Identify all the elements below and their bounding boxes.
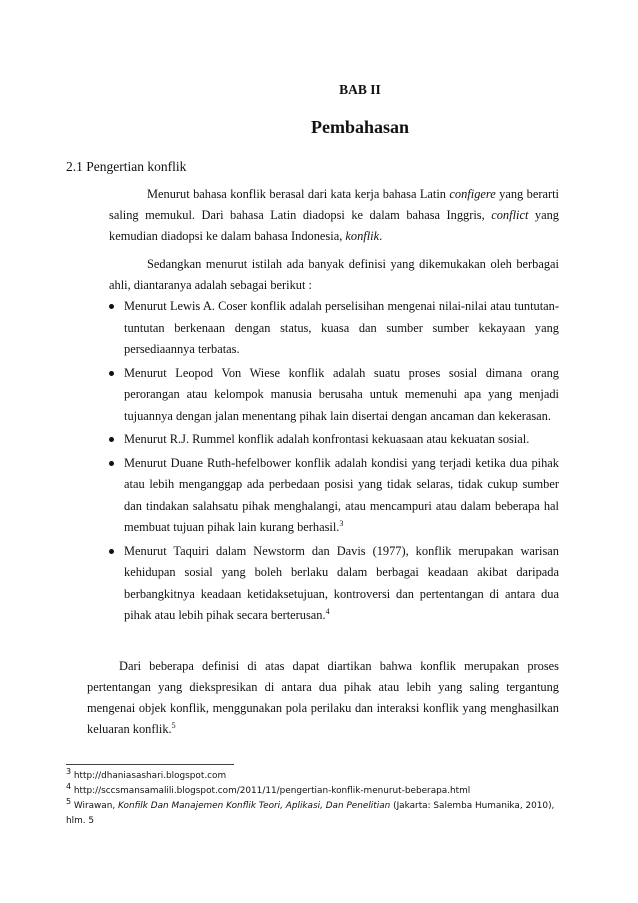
footnote-publisher: (Jakarta: Salemba Humanika, 2010), bbox=[390, 801, 555, 811]
bullet-icon bbox=[109, 549, 114, 554]
footnote-divider bbox=[66, 764, 234, 765]
footnotes bbox=[66, 769, 566, 829]
footnote-number: 3 bbox=[66, 767, 72, 777]
paragraph-definitions-intro: Sedangkan menurut istilah ada banyak definisi yang dikemukakan oleh berbagai ahli, diantaranya adalah sebagai berikut : bbox=[109, 257, 559, 292]
definition-text: Menurut R.J. Rummel konflik adalah konfrontasi kekuasaan atau kekuatan sosial. bbox=[124, 432, 530, 446]
footnote-ref: 3 bbox=[339, 518, 344, 528]
para1-text-1: Menurut bahasa konflik berasal dari kata kerja bahasa Latin bbox=[147, 187, 450, 201]
para1-text-4: . bbox=[379, 229, 383, 243]
term-configere: configere bbox=[449, 187, 496, 201]
definition-list bbox=[109, 296, 559, 629]
list-item bbox=[109, 541, 559, 627]
footnote-link[interactable]: http://dhaniasashari.blogspot.com bbox=[71, 771, 227, 781]
footnote-link[interactable]: http://sccsmansamalili.blogspot.com/2011/11/pengertian-konflik-menurut-beberapa.html bbox=[71, 786, 471, 796]
definition-text: Menurut Leopod Von Wiese konflik adalah suatu proses sosial dimana orang perorangan atau kelompok manusia berusaha untuk memenuhi apa yang menjadi tujuannya dengan jalan menentang pihak lain disertai dengan ancaman dan kekerasan. bbox=[124, 365, 559, 423]
definition-text: Menurut Duane Ruth-hefelbower konflik adalah kondisi yang terjadi ketika dua pihak atau lebih menganggap ada perbedaan posisi yang tidak selaras, tidak cukup sumber dan tindakan salahsatu pihak menghalangi, atau mencampuri atau dalam beberapa hal membuat tujuan pihak lain kurang berhasil. bbox=[124, 455, 559, 534]
list-item bbox=[109, 429, 559, 451]
footnote-book-title: Konfilk Dan Manajemen Konflik Teori, Aplikasi, Dan Penelitian bbox=[118, 801, 391, 811]
list-item bbox=[109, 363, 559, 428]
bullet-icon bbox=[109, 304, 114, 309]
footnote-number: 4 bbox=[66, 782, 72, 792]
para1-text-3: yang kemudian diadopsi ke dalam bahasa Indonesia, bbox=[109, 208, 559, 243]
footnote-5 bbox=[66, 799, 566, 814]
bullet-icon bbox=[109, 461, 114, 466]
footnote-number: 5 bbox=[66, 797, 72, 807]
definition-text: Menurut Lewis A. Coser konflik adalah perselisihan mengenai nilai-nilai atau tuntutan-tuntutan berkenaan dengan status, kuasa dan sumber sumber kekayaan yang persediaannya terbatas. bbox=[124, 299, 559, 356]
footnote-ref: 5 bbox=[171, 720, 176, 730]
footnote-5-page: hlm. 5 bbox=[66, 816, 95, 826]
page-title: Pembahasan bbox=[310, 117, 409, 137]
conclusion-text: Dari beberapa definisi di atas dapat diartikan bahwa konflik merupakan proses pertentangan yang diekspresikan di antara dua pihak atau lebih yang saling tergantung mengenai objek konflik, menggunakan pola perilaku dan interaksi konflik yang menghasilkan keluaran konflik. bbox=[87, 659, 559, 736]
chapter-label: BAB II bbox=[339, 82, 381, 97]
list-item bbox=[109, 296, 559, 361]
para1-text-2: yang berarti saling memukul. Dari bahasa Latin diadopsi ke dalam bahasa Inggris, bbox=[109, 187, 559, 222]
term-conflict: conflict bbox=[491, 208, 529, 222]
section-heading: 2.1 Pengertian konflik bbox=[66, 159, 187, 174]
list-item bbox=[109, 453, 559, 539]
bullet-icon bbox=[109, 437, 114, 442]
paragraph-etymology bbox=[109, 184, 559, 247]
footnote-3 bbox=[66, 769, 566, 784]
definition-text: Menurut Taquiri dalam Newstorm dan Davis (1977), konflik merupakan warisan kehidupan sosial yang boleh berlaku dalam berbagai keadaan akibat daripada berbangkitnya keadaan ketidaksetujuan, kontroversi dan pertentangan di antara dua pihak atau lebih pihak secara berterusan. bbox=[124, 543, 559, 622]
footnote-4 bbox=[66, 784, 566, 799]
term-konflik: konflik bbox=[345, 229, 380, 243]
footnote-ref: 4 bbox=[325, 606, 330, 616]
footnote-author: Wirawan, bbox=[71, 801, 119, 811]
paragraph-conclusion bbox=[87, 656, 559, 740]
bullet-icon bbox=[109, 371, 114, 376]
